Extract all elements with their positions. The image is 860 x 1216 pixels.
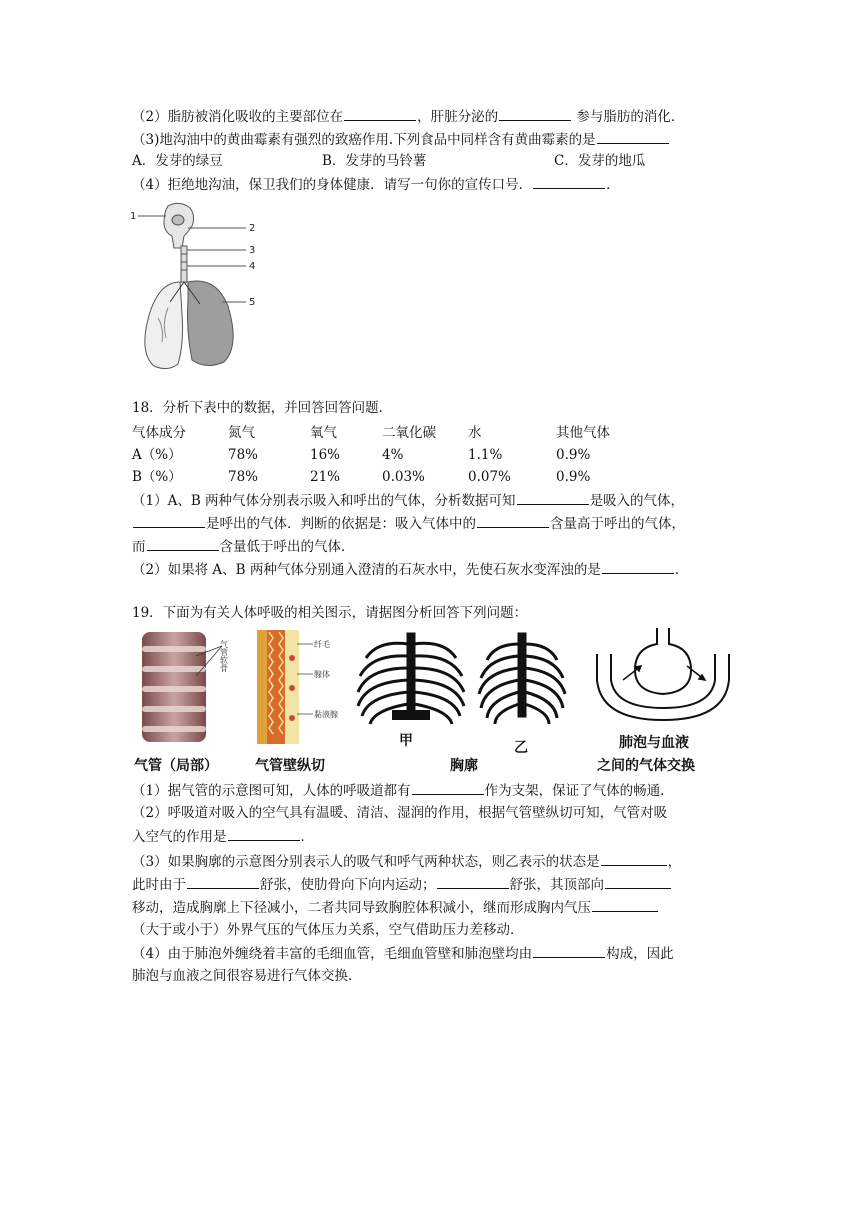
answer-blank[interactable] xyxy=(147,536,219,551)
answer-blank[interactable] xyxy=(601,851,667,866)
trachea-wall-caption: 气管壁纵切 xyxy=(255,758,325,774)
option-b[interactable]: B．发芽的马铃薯 xyxy=(322,153,427,169)
answer-blank[interactable] xyxy=(533,943,605,958)
alveolus-exchange-figure xyxy=(593,626,733,722)
answer-blank[interactable] xyxy=(477,513,549,528)
table-row: A（%） 78% 16% 4% 1.1% 0.9% xyxy=(132,447,591,463)
ribcage-figure-yi xyxy=(472,630,572,730)
answer-blank[interactable] xyxy=(517,490,589,505)
option-c[interactable]: C．发芽的地瓜 xyxy=(554,153,646,169)
q19-part2-line2: 入空气的作用是 ． xyxy=(132,826,732,847)
figure-label-1: 1 xyxy=(130,211,137,222)
figure-label-2: 2 xyxy=(249,223,256,234)
q17-part4: （4）拒绝地沟油，保卫我们的身体健康．请写一句你的宣传口号． ． xyxy=(132,174,732,195)
q17-part3: （3)地沟油中的黄曲霉素有强烈的致癌作用.下列食品中同样含有黄曲霉素的是 xyxy=(132,129,732,150)
figure-label-5: 5 xyxy=(249,297,256,308)
q18-part1-line2: 是呼出的气体．判断的依据是：吸入气体中的 含量高于呼出的气体， xyxy=(132,513,732,534)
q19-part1: （1）据气管的示意图可知，人体的呼吸道都有 作为支架，保证了气体的畅通． xyxy=(132,780,732,801)
alveolus-caption-2: 之间的气体交换 xyxy=(597,758,695,774)
chest-label-yi: 乙 xyxy=(514,740,528,756)
chest-caption: 胸廓 xyxy=(450,758,478,774)
answer-blank[interactable] xyxy=(597,129,669,144)
answer-blank[interactable] xyxy=(437,874,509,889)
respiratory-system-figure xyxy=(128,198,268,373)
gas-composition-table xyxy=(132,422,646,488)
ribcage-figure-jia xyxy=(352,630,470,730)
mucous-gland-label: 黏液腺 xyxy=(314,710,338,719)
answer-blank[interactable] xyxy=(412,780,484,795)
answer-blank[interactable] xyxy=(133,513,205,528)
q19-part3-line2: 此时由于 舒张，使肋骨向下向内运动； 舒张，其顶部向 xyxy=(132,874,732,895)
figure-label-3: 3 xyxy=(249,245,256,256)
answer-blank[interactable] xyxy=(187,874,259,889)
trachea-cartilage-label: 气管软骨 xyxy=(219,640,229,672)
answer-blank[interactable] xyxy=(533,174,605,189)
trachea-caption: 气管（局部） xyxy=(134,758,218,774)
cilia-label: 纤毛 xyxy=(314,640,330,649)
table-row: B（%） 78% 21% 0.03% 0.07% 0.9% xyxy=(132,469,591,485)
q19-part3-line1: （3）如果胸廓的示意图分别表示人的吸气和呼气两种状态，则乙表示的状态是 ， xyxy=(132,851,732,872)
q18-part1-line1: （1）A、B 两种气体分别表示吸入和呼出的气体，分析数据可知 是吸入的气体， xyxy=(132,490,732,511)
q19-title: 19．下面为有关人体呼吸的相关图示，请据图分析回答下列问题： xyxy=(132,605,528,621)
answer-blank[interactable] xyxy=(592,897,658,912)
gland-label: 腺体 xyxy=(314,670,330,679)
answer-blank[interactable] xyxy=(228,826,300,841)
q17-part2: （2）脂肪被消化吸收的主要部位在 ，肝脏分泌的 参与脂肪的消化． xyxy=(132,106,732,127)
table-header-row: 气体成分 氮气 氧气 二氧化碳 水 其他气体 xyxy=(132,425,610,441)
answer-blank[interactable] xyxy=(602,559,674,574)
answer-blank[interactable] xyxy=(499,106,571,121)
q18-part1-line3: 而 含量低于呼出的气体． xyxy=(132,536,732,557)
figure-label-4: 4 xyxy=(249,261,256,272)
q19-part4-line1: （4）由于肺泡外缠绕着丰富的毛细血管，毛细血管壁和肺泡壁均由 构成，因此 xyxy=(132,943,732,964)
q19-part4-line2: 肺泡与血液之间很容易进行气体交换． xyxy=(132,968,362,984)
q18-title: 18．分析下表中的数据，并回答回答问题． xyxy=(132,400,393,416)
q19-part2-line1: （2）呼吸道对吸入的空气具有温暖、清洁、湿润的作用，根据气管壁纵切可知，气管对吸 xyxy=(132,805,668,821)
answer-blank[interactable] xyxy=(605,874,671,889)
q18-part2: （2）如果将 A、B 两种气体分别通入澄清的石灰水中，先使石灰水变浑浊的是 ． xyxy=(132,559,732,580)
alveolus-caption-1: 肺泡与血液 xyxy=(619,735,689,751)
chest-label-jia: 甲 xyxy=(399,733,413,749)
trachea-wall-figure xyxy=(255,628,347,746)
q19-part3-line4: （大于或小于）外界气压的气体压力关系，空气借助压力差移动． xyxy=(132,922,524,938)
q19-part3-line3: 移动，造成胸廓上下径减小，二者共同导致胸腔体积减小，继而形成胸内气压 xyxy=(132,897,732,918)
option-a[interactable]: A．发芽的绿豆 xyxy=(132,153,223,169)
answer-blank[interactable] xyxy=(344,106,416,121)
trachea-figure xyxy=(136,628,248,746)
